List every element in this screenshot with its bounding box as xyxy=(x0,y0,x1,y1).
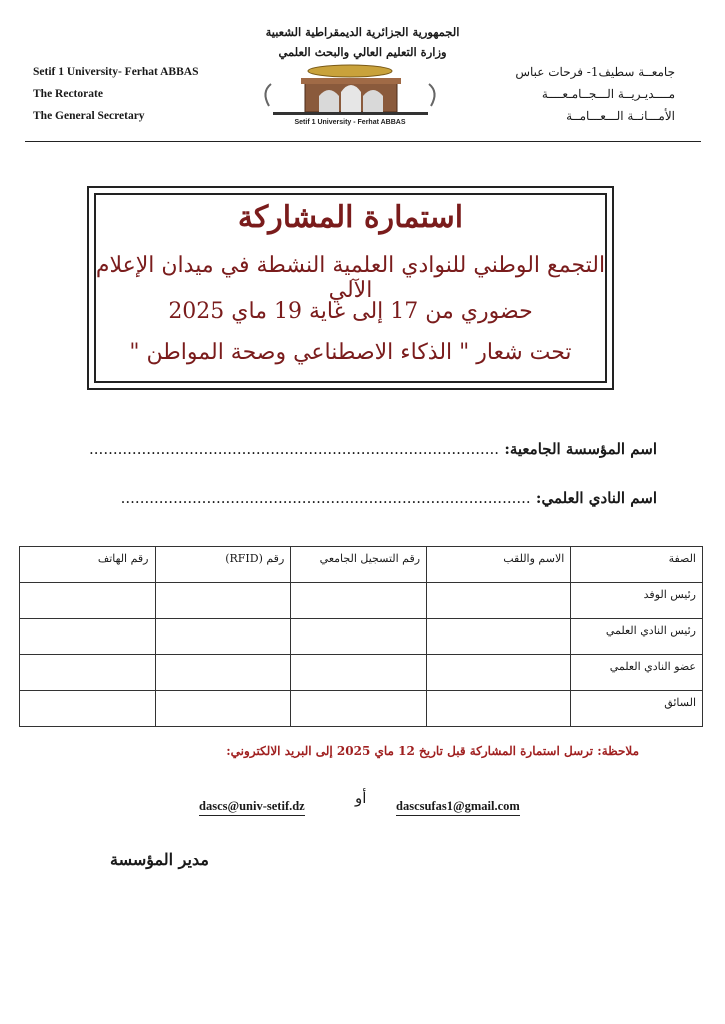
table-cell[interactable] xyxy=(155,583,291,619)
header-republic: الجمهورية الجزائرية الديمقراطية الشعبية xyxy=(265,25,460,39)
header-ministry: وزارة التعليم العالي والبحث العلمي xyxy=(278,45,447,59)
university-logo xyxy=(253,62,448,126)
club-input[interactable]: ...................................................................................... xyxy=(120,489,531,507)
institution-input[interactable]: ...................................................................................... xyxy=(89,440,500,458)
club-field xyxy=(121,489,657,507)
table-cell[interactable] xyxy=(20,655,156,691)
table-cell[interactable] xyxy=(155,619,291,655)
header-left-block xyxy=(33,61,198,127)
or-text: أو xyxy=(355,789,367,807)
logo-caption: Setif 1 University - Ferhat ABBAS xyxy=(294,119,406,126)
table-cell[interactable] xyxy=(20,691,156,727)
table-cell[interactable] xyxy=(427,691,571,727)
director-signature-label: مدير المؤسسة xyxy=(110,850,209,869)
header-left-rectorate: The Rectorate xyxy=(33,88,103,100)
club-label: اسم النادي العلمي: xyxy=(535,489,657,507)
header-right-secretary: الأمـــانــة الـــعـــامــة xyxy=(566,109,675,123)
table-cell[interactable] xyxy=(427,619,571,655)
table-cell[interactable] xyxy=(20,619,156,655)
institution-field xyxy=(89,440,657,458)
row-role: رئيس النادي العلمي xyxy=(571,619,703,655)
form-title: استمارة المشاركة xyxy=(237,200,464,235)
table-cell[interactable] xyxy=(427,655,571,691)
header-role: الصفة xyxy=(571,547,703,583)
table-header-row xyxy=(20,547,703,583)
header-phone: رقم الهاتف xyxy=(20,547,156,583)
submission-note: ملاحظة: ترسل استمارة المشاركة قبل تاريخ 12 ماي 2025 إلى البريد الالكتروني: xyxy=(226,744,639,758)
email-second-wrap xyxy=(199,795,305,814)
table-cell[interactable] xyxy=(155,655,291,691)
header-name: الاسم واللقب xyxy=(427,547,571,583)
header-left-secretary: The General Secretary xyxy=(33,110,145,122)
table-cell[interactable] xyxy=(155,691,291,727)
table-cell[interactable] xyxy=(427,583,571,619)
header-right-block xyxy=(515,61,675,127)
row-role: عضو النادي العلمي xyxy=(571,655,703,691)
arch-logo-icon xyxy=(253,62,448,126)
event-slogan: تحت شعار " الذكاء الاصطناعي وصحة المواطن " xyxy=(129,340,572,365)
table-row xyxy=(20,655,703,691)
table-row xyxy=(20,619,703,655)
email-link-gmail[interactable]: dascsufas1@gmail.com xyxy=(396,799,520,816)
header-right-rectorate: مــــديـريــة الـــجــامـعــــة xyxy=(541,87,675,101)
row-role: السائق xyxy=(571,691,703,727)
table-cell[interactable] xyxy=(291,655,427,691)
table-cell[interactable] xyxy=(291,619,427,655)
header-registration: رقم التسجيل الجامعي xyxy=(291,547,427,583)
event-dates: حضوري من 17 إلى غاية 19 ماي 2025 xyxy=(168,299,533,324)
header-left-university: Setif 1 University- Ferhat ABBAS xyxy=(33,66,199,78)
header-rfid: رقم (RFID) xyxy=(155,547,291,583)
event-name: التجمع الوطني للنوادي العلمية النشطة في ميدان الإعلام الآلي xyxy=(95,253,606,303)
table-row xyxy=(20,583,703,619)
table-cell[interactable] xyxy=(291,583,427,619)
row-role: رئيس الوفد xyxy=(571,583,703,619)
table-row xyxy=(20,691,703,727)
institution-label: اسم المؤسسة الجامعية: xyxy=(504,440,657,458)
table-cell[interactable] xyxy=(20,583,156,619)
table-cell[interactable] xyxy=(291,691,427,727)
email-link-university[interactable]: dascs@univ-setif.dz xyxy=(199,799,305,816)
header-center-block xyxy=(0,22,725,62)
email-first-wrap xyxy=(396,795,520,814)
header-divider xyxy=(25,141,701,142)
participants-table xyxy=(19,546,703,727)
header-right-university: جامعــة سطيف1- فرحات عباس xyxy=(515,65,675,79)
